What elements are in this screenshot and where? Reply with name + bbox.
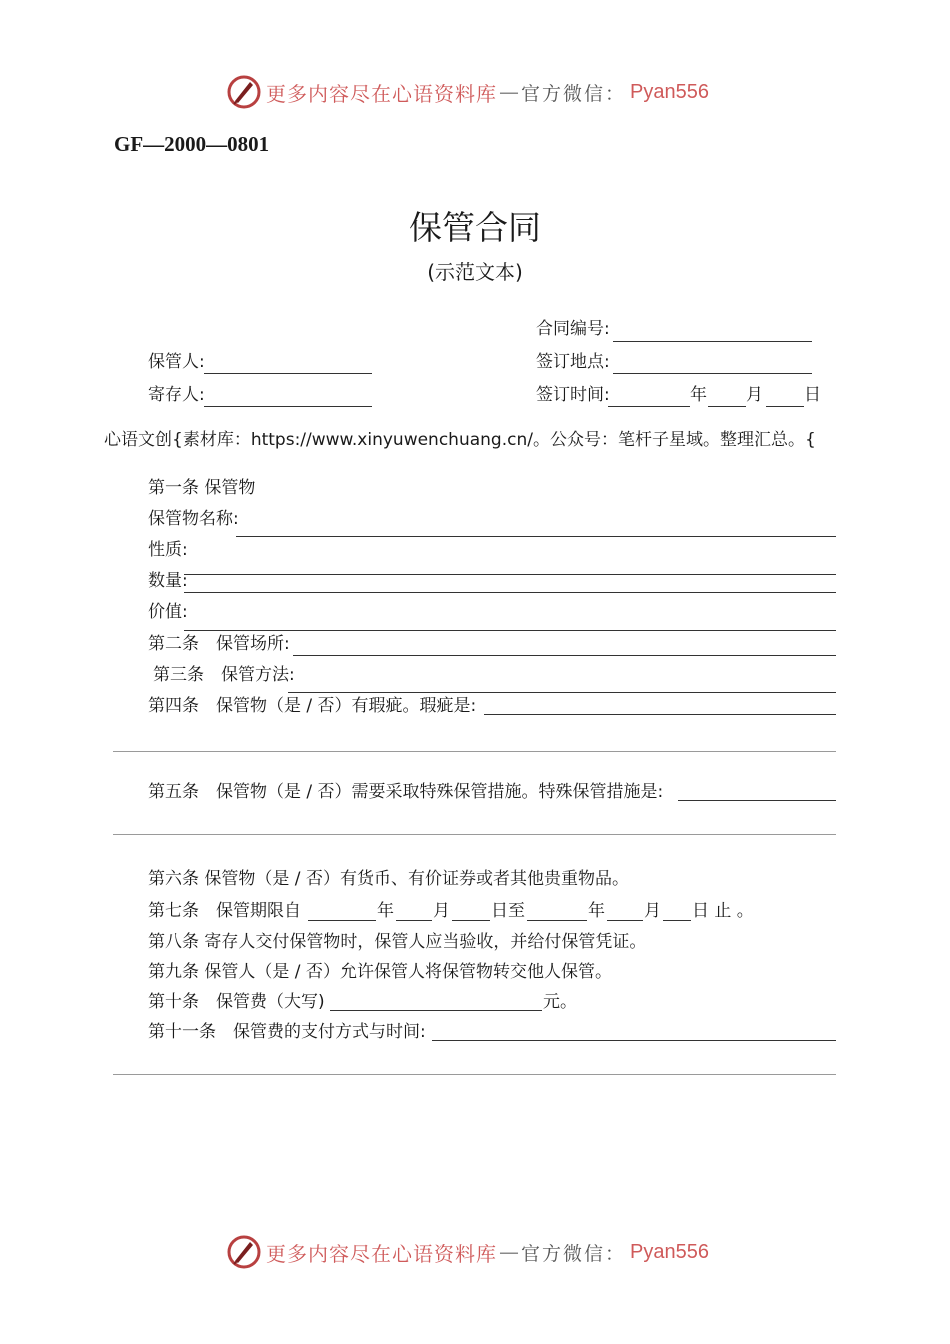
sign-place-label: 签订地点: [536, 352, 610, 372]
clause-7-month1-field[interactable] [396, 920, 432, 921]
watermark-main-text: 更多内容尽在心语资料库 [266, 1241, 497, 1266]
depositor-label: 寄存人: [148, 385, 205, 405]
clause-5-field[interactable] [678, 800, 836, 801]
keeper-label: 保管人: [148, 352, 205, 372]
notice-line: 心语文创{素材库：https://www.xinyuwenchuang.cn/。公众号：笔杆子星域。整理汇总。{ [104, 430, 816, 450]
quill-logo-icon [226, 74, 262, 110]
sign-year-field[interactable] [608, 406, 690, 407]
clause-7-prefix: 第七条 保管期限自 [148, 901, 301, 921]
clause-7-end: 日 止 。 [692, 901, 754, 921]
sign-time-label: 签订时间: [536, 385, 610, 405]
clause-7-year1-unit: 年 [377, 901, 394, 921]
clause-8: 第八条 寄存人交付保管物时，保管人应当验收，并给付保管凭证。 [148, 932, 647, 952]
clause-11-extra-line[interactable] [113, 1074, 836, 1075]
clause-5: 第五条 保管物（是 / 否）需要采取特殊保管措施。特殊保管措施是: [148, 782, 664, 802]
clause-1-value-label: 价值: [148, 602, 188, 622]
clause-3-field[interactable] [288, 692, 836, 693]
clause-1-nature-field[interactable] [184, 574, 836, 575]
clause-1-qty-label: 数量: [148, 571, 188, 591]
page-title: 保管合同 [409, 208, 541, 247]
sign-place-field[interactable] [613, 373, 812, 374]
clause-11-field[interactable] [432, 1040, 836, 1041]
clause-10-suffix: 元。 [543, 992, 577, 1012]
watermark-id: Pyan556 [630, 80, 709, 103]
contract-no-field[interactable] [613, 341, 812, 342]
page-subtitle: (示范文本) [427, 260, 523, 284]
clause-7-month1-unit: 月 [433, 901, 450, 921]
clause-4: 第四条 保管物（是 / 否）有瑕疵。瑕疵是: [148, 696, 477, 716]
depositor-field[interactable] [204, 406, 372, 407]
sign-month-field[interactable] [708, 406, 746, 407]
clause-9: 第九条 保管人（是 / 否）允许保管人将保管物转交他人保管。 [148, 962, 612, 982]
watermark-label: 官方微信： [521, 1242, 627, 1265]
clause-1-title: 第一条 保管物 [148, 478, 256, 498]
clause-7-day-to: 日至 [491, 901, 525, 921]
contract-no-label: 合同编号: [536, 319, 610, 339]
clause-1-name-field[interactable] [236, 536, 836, 537]
clause-6: 第六条 保管物（是 / 否）有货币、有价证券或者其他贵重物品。 [148, 869, 629, 889]
watermark-bottom [226, 1232, 709, 1272]
clause-10-prefix: 第十条 保管费（大写) [148, 992, 325, 1012]
clause-1-name-label: 保管物名称: [148, 509, 239, 529]
clause-1-nature-label: 性质: [148, 540, 188, 560]
clause-4-extra-line[interactable] [113, 751, 836, 752]
watermark-id: Pyan556 [630, 1240, 709, 1263]
quill-logo-icon [226, 1234, 262, 1270]
clause-1-value-field[interactable] [184, 630, 836, 631]
watermark-main-text: 更多内容尽在心语资料库 [266, 81, 497, 106]
sign-year-unit: 年 [690, 385, 707, 405]
keeper-field[interactable] [204, 373, 372, 374]
clause-4-field[interactable] [484, 714, 836, 715]
clause-7-day2-field[interactable] [663, 920, 691, 921]
clause-7-year2-field[interactable] [527, 920, 587, 921]
clause-7-month2-unit: 月 [644, 901, 661, 921]
clause-7-day1-field[interactable] [452, 920, 490, 921]
watermark-dash: — [499, 1240, 519, 1264]
clause-2: 第二条 保管场所: [148, 634, 290, 654]
clause-3: 第三条 保管方法: [153, 665, 295, 685]
clause-10-fee-field[interactable] [330, 1010, 542, 1011]
clause-7-month2-field[interactable] [607, 920, 643, 921]
sign-day-field[interactable] [766, 406, 804, 407]
clause-7-year2-unit: 年 [588, 901, 605, 921]
clause-1-qty-field[interactable] [184, 592, 836, 593]
clause-2-field[interactable] [293, 655, 836, 656]
sign-day-unit: 日 [804, 385, 821, 405]
sign-month-unit: 月 [746, 385, 763, 405]
document-code: GF—2000—0801 [114, 132, 270, 156]
watermark-label: 官方微信： [521, 82, 627, 105]
clause-11: 第十一条 保管费的支付方式与时间: [148, 1022, 426, 1042]
watermark-top [226, 72, 709, 112]
watermark-dash: — [499, 80, 519, 104]
clause-7-year1-field[interactable] [308, 920, 376, 921]
clause-5-extra-line[interactable] [113, 834, 836, 835]
